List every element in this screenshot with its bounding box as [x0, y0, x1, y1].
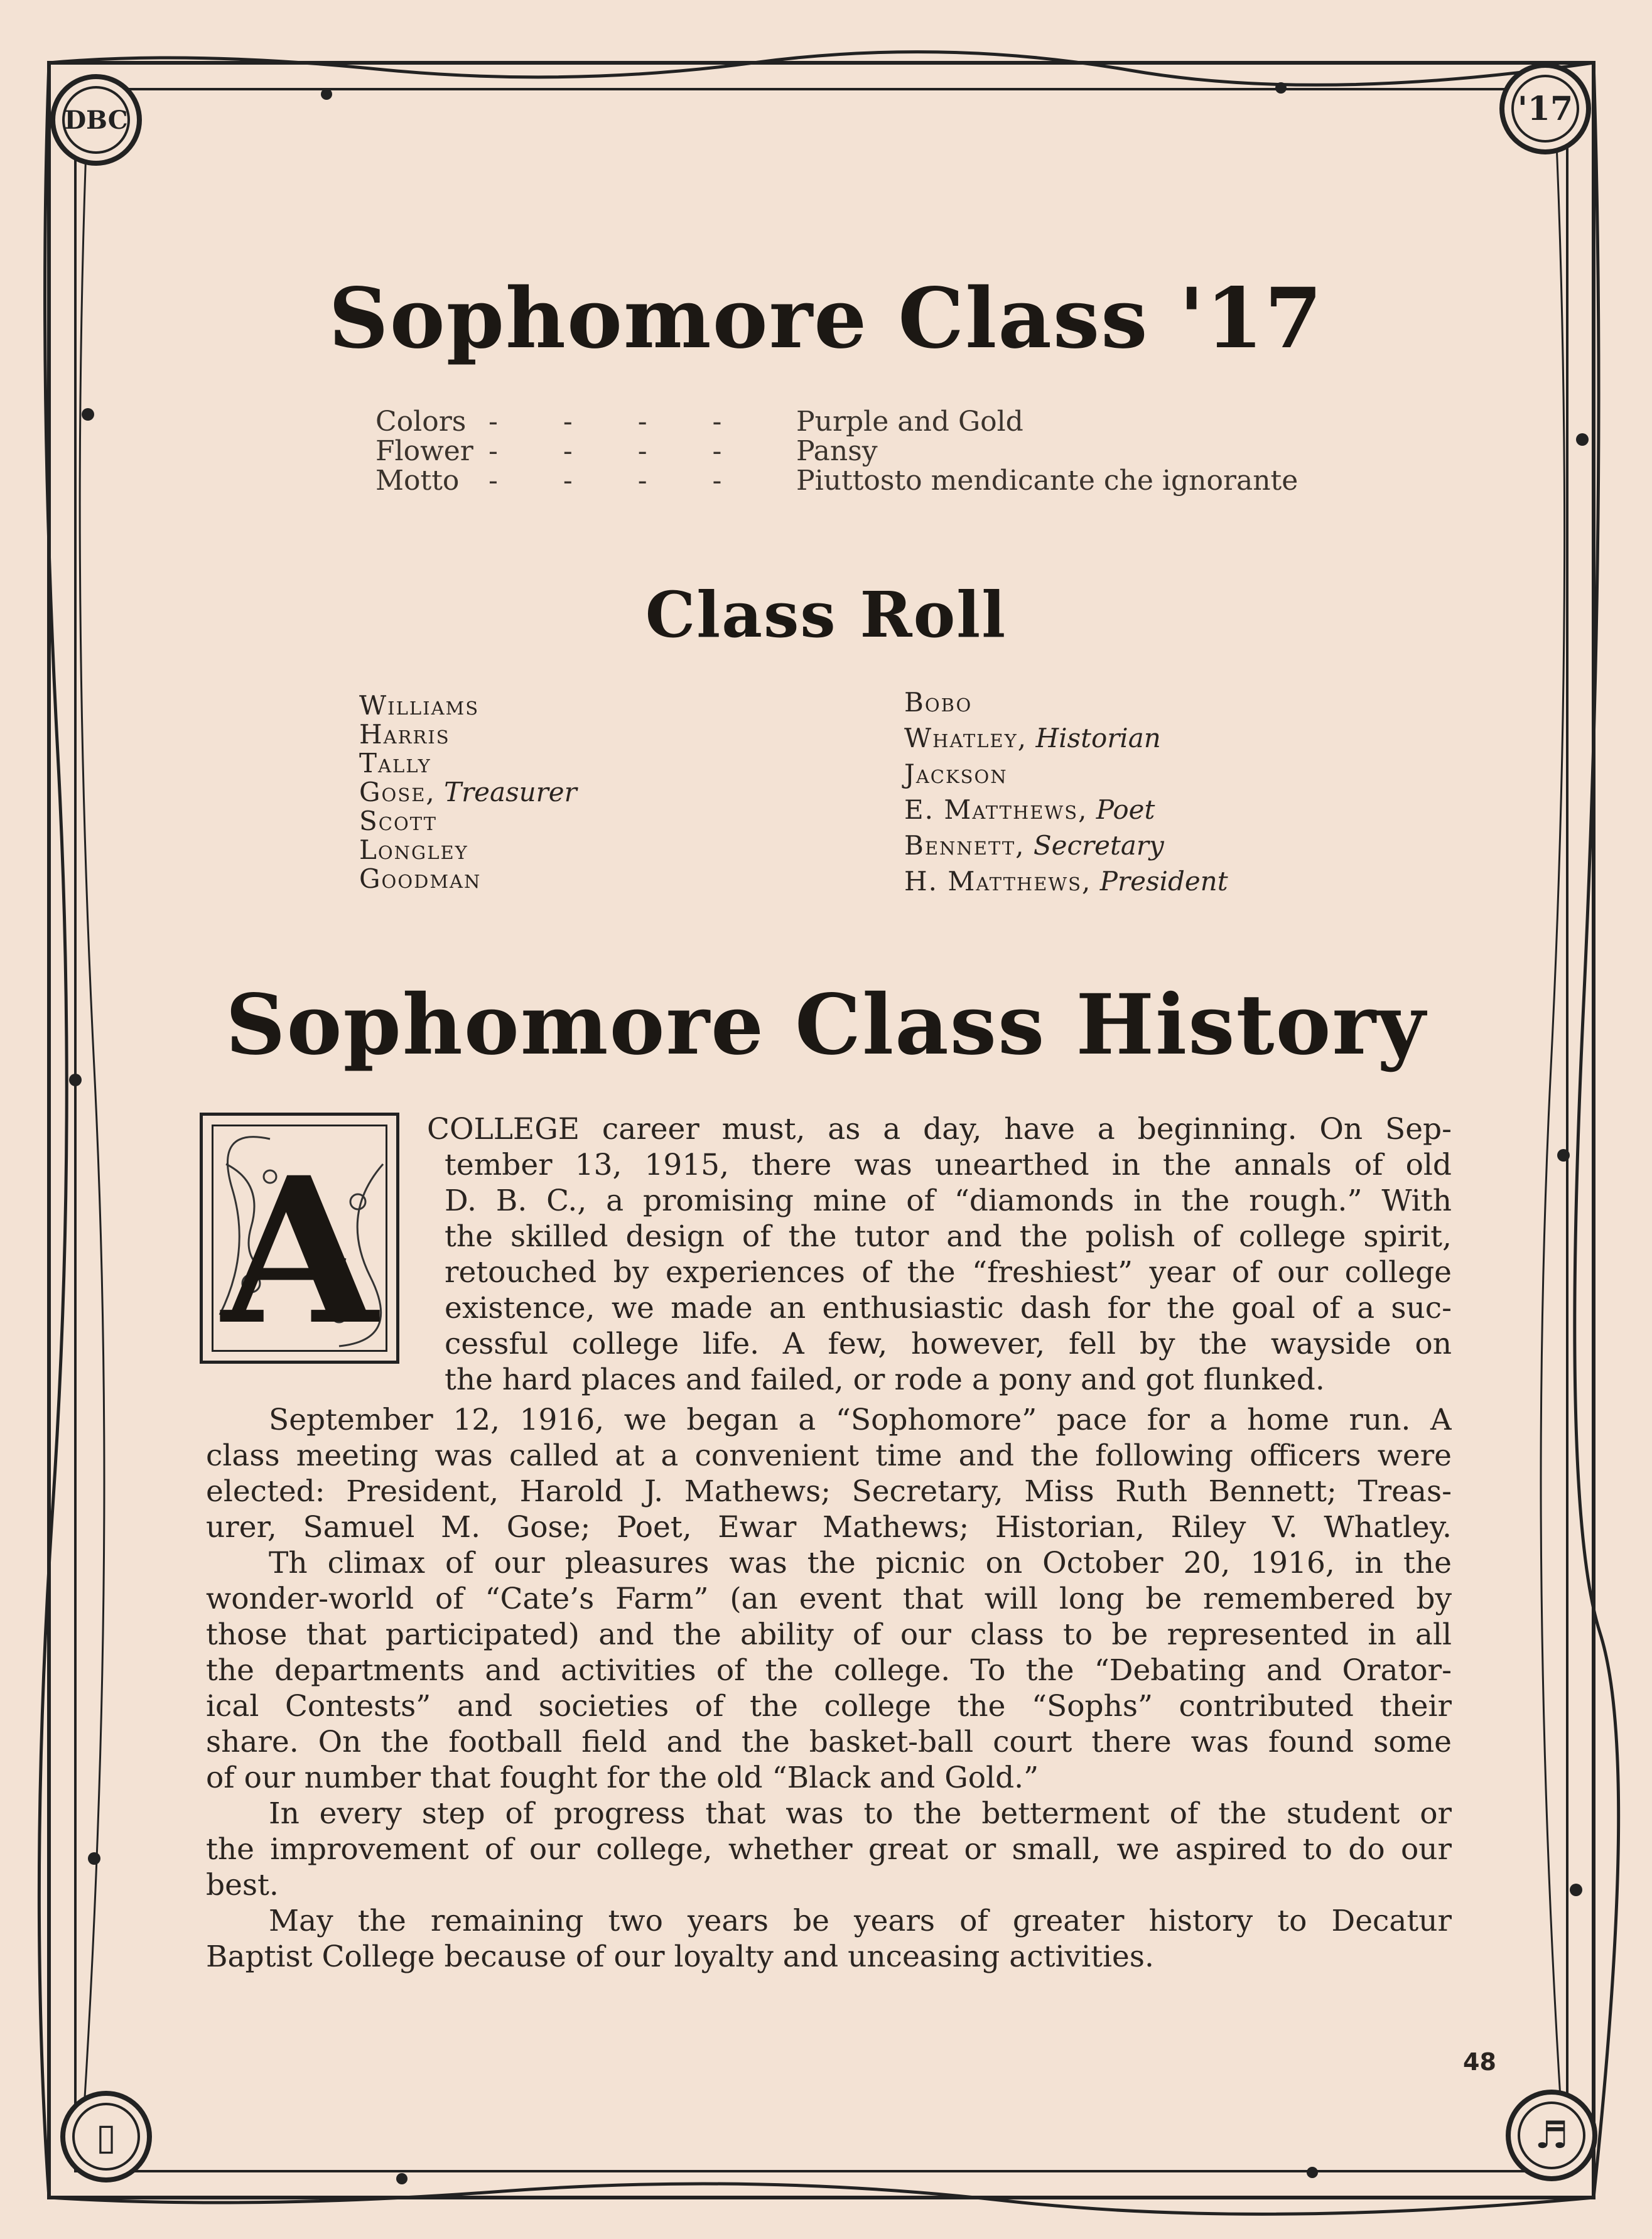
text-line: Th climax of our pleasures was the picnic on October 20, 1916, in the: [269, 1546, 1452, 1580]
info-label: Motto: [375, 465, 460, 497]
roll-entry: Gose, Treasurer: [359, 777, 577, 807]
text-line: COLLEGE career must, as a day, have a beginning. On Sep-: [427, 1112, 1452, 1146]
text-line: the improvement of our college, whether great or small, we aspired to do our: [206, 1832, 1452, 1867]
text-line: Baptist College because of our loyalty and unceasing activities.: [206, 1940, 1154, 1974]
text-line: the skilled design of the tutor and the polish of college spirit,: [445, 1219, 1452, 1254]
info-value: Pansy: [796, 435, 878, 467]
info-dashes: - - - -: [489, 465, 722, 497]
dbc-monogram: DBC: [62, 86, 130, 154]
class-year-label: '17: [1511, 75, 1579, 143]
text-line: the departments and activities of the college. To the “Debating and Orator-: [206, 1653, 1452, 1688]
class-year-medallion: [1499, 63, 1591, 154]
roll-entry: Longley: [359, 834, 468, 865]
text-line: retouched by experiences of the “freshiest” year of our college: [445, 1255, 1452, 1290]
class-roll-left: [359, 691, 577, 893]
text-line: existence, we made an enthusiastic dash for the goal of a suc-: [445, 1291, 1452, 1325]
history-body: [206, 1402, 1452, 1975]
text-line: those that participated) and the ability of our class to be represented in all: [206, 1617, 1452, 1652]
roll-entry: Tally: [359, 748, 431, 779]
page-title: Sophomore Class '17: [328, 270, 1324, 367]
roll-entry: E. Matthews, Poet: [904, 794, 1155, 825]
text-line: elected: President, Harold J. Mathews; Secretary, Miss Ruth Bennett; Treas-: [206, 1474, 1452, 1509]
text-line: cessful college life. A few, however, fell by the wayside on: [445, 1327, 1452, 1361]
roll-entry: Harris: [359, 719, 450, 750]
info-dashes: - - - -: [489, 406, 722, 438]
drop-cap-letter: A: [221, 1134, 378, 1352]
class-roll-right: [904, 688, 1228, 902]
book-icon: ▯: [60, 2091, 152, 2182]
info-label: Flower: [375, 435, 473, 467]
text-line: best.: [206, 1868, 279, 1902]
info-row-motto: [375, 466, 1317, 495]
roll-entry: Jackson: [904, 758, 1008, 789]
text-line: urer, Samuel M. Gose; Poet, Ewar Mathews; Historian, Riley V. Whatley.: [206, 1510, 1452, 1545]
class-info: [375, 407, 1317, 495]
info-row-flower: [375, 436, 1317, 466]
text-line: September 12, 1916, we began a “Sophomore” pace for a home run. A: [269, 1403, 1452, 1437]
roll-entry: H. Matthews, President: [904, 866, 1228, 897]
roll-entry: Bobo: [904, 687, 973, 718]
text-line: tember 13, 1915, there was unearthed in the annals of old: [445, 1148, 1452, 1182]
lyre-icon: ♬: [1506, 2090, 1597, 2181]
text-line: the hard places and failed, or rode a pony and got flunked.: [445, 1362, 1325, 1397]
text-line: share. On the football field and the basket-ball court there was found some: [206, 1725, 1452, 1759]
drop-cap-initial: [200, 1113, 399, 1364]
info-dashes: - - - -: [489, 435, 722, 467]
roll-entry: Goodman: [359, 863, 482, 894]
info-label: Colors: [375, 406, 467, 438]
history-first-paragraph: [427, 1111, 1452, 1398]
info-row-colors: [375, 407, 1317, 436]
info-value: Purple and Gold: [796, 406, 1023, 438]
history-heading: Sophomore Class History: [225, 976, 1427, 1074]
text-line: of our number that fought for the old “Black and Gold.”: [206, 1761, 1039, 1795]
text-line: wonder-world of “Cate’s Farm” (an event that will long be remembered by: [206, 1582, 1452, 1616]
page-number: 48: [1463, 2048, 1496, 2076]
roll-entry: Bennett, Secretary: [904, 830, 1164, 861]
text-line: D. B. C., a promising mine of “diamonds in the rough.” With: [445, 1184, 1452, 1218]
class-roll-heading: Class Roll: [645, 578, 1007, 652]
roll-entry: Whatley, Historian: [904, 723, 1161, 753]
dbc-medallion: [50, 74, 142, 166]
text-line: ical Contests” and societies of the college the “Sophs” contributed their: [206, 1689, 1452, 1724]
text-line: May the remaining two years be years of greater history to Decatur: [269, 1904, 1452, 1938]
roll-entry: Scott: [359, 806, 437, 836]
text-line: In every step of progress that was to the betterment of the student or: [269, 1796, 1452, 1831]
info-value: Piuttosto mendicante che ignorante: [796, 465, 1298, 497]
roll-entry: Williams: [359, 690, 480, 721]
text-line: class meeting was called at a convenient time and the following officers were: [206, 1438, 1452, 1473]
